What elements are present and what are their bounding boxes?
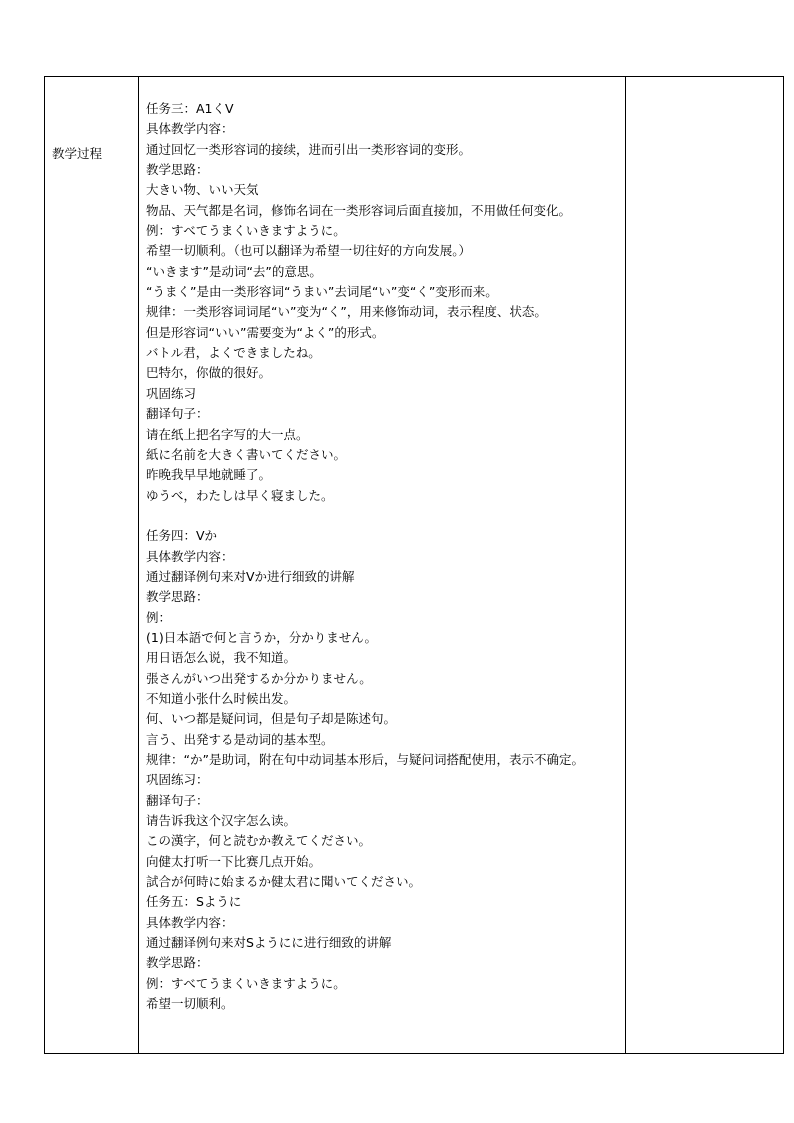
text-line: 具体教学内容： bbox=[146, 548, 234, 564]
text-line: 希望一切顺利。 bbox=[146, 996, 234, 1012]
text-line: 例： bbox=[146, 609, 172, 625]
text-line: 翻译句子： bbox=[146, 792, 209, 808]
text-line: (1)日本語で何と言うか，分かりません。 bbox=[146, 629, 377, 645]
text-line: 任务三：A1くV bbox=[146, 101, 234, 116]
text-line: 教学思路： bbox=[146, 955, 209, 971]
lesson-plan-table bbox=[44, 76, 784, 1054]
text-line: 规律：一类形容词词尾“い”变为“く”，用来修饰动词，表示程度、状态。 bbox=[146, 304, 547, 320]
text-line: 但是形容词“いい”需要变为“よく”的形式。 bbox=[146, 324, 385, 340]
text-line: 例：すべてうまくいきますように。 bbox=[146, 223, 346, 239]
text-line: 任务四：Vか bbox=[146, 528, 218, 544]
text-line: 巩固练习： bbox=[146, 772, 209, 788]
text-line: “うまく”是由一类形容词“うまい”去词尾“い”变“く”变形而来。 bbox=[146, 284, 498, 300]
text-line: 向健太打听一下比赛几点开始。 bbox=[146, 853, 322, 869]
text-line: 用日语怎么说，我不知道。 bbox=[146, 650, 297, 666]
text-line: 不知道小张什么时候出发。 bbox=[146, 690, 297, 706]
text-line: 巴特尔，你做的很好。 bbox=[146, 365, 272, 381]
text-line: 具体教学内容： bbox=[146, 914, 234, 930]
content-cell bbox=[139, 77, 626, 1054]
text-line: 通过回忆一类形容词的接续，进而引出一类形容词的变形。 bbox=[146, 141, 472, 157]
text-line: “いきます”是动词“去”的意思。 bbox=[146, 263, 322, 279]
text-line: 请在纸上把名字写的大一点。 bbox=[146, 426, 309, 442]
text-line: 昨晚我早早地就睡了。 bbox=[146, 467, 272, 483]
table-row bbox=[45, 77, 784, 1054]
text-line: ゆうべ，わたしは早く寝ました。 bbox=[146, 487, 334, 503]
text-line: バトル君，よくできましたね。 bbox=[146, 345, 321, 361]
empty-cell bbox=[626, 77, 784, 1054]
text-line: 教学思路： bbox=[146, 589, 209, 605]
text-line: 请告诉我这个汉字怎么读。 bbox=[146, 813, 297, 829]
text-line: 紙に名前を大きく書いてください。 bbox=[146, 446, 347, 462]
blank-line bbox=[146, 506, 625, 526]
text-line: 例：すべてうまくいきますように。 bbox=[146, 975, 346, 991]
text-line: 希望一切顺利。（也可以翻译为希望一切往好的方向发展。） bbox=[146, 243, 472, 259]
text-line: 具体教学内容： bbox=[146, 121, 234, 137]
text-line: 何、いつ都是疑问词，但是句子却是陈述句。 bbox=[146, 711, 397, 727]
label-cell bbox=[45, 77, 139, 1054]
text-line: 巩固练习 bbox=[146, 385, 197, 401]
text-line: 試合が何時に始まるか健太君に聞いてください。 bbox=[146, 874, 422, 890]
text-line: 任务五：Sように bbox=[146, 894, 242, 910]
text-line: 通过翻译例句来对Sようにに进行细致的讲解 bbox=[146, 935, 392, 951]
text-line: 大きい物、いい天気 bbox=[146, 182, 259, 198]
text-line: 规律：“か”是助词，附在句中动词基本形后，与疑问词搭配使用，表示不确定。 bbox=[146, 752, 584, 767]
text-line: 張さんがいつ出発するか分かりません。 bbox=[146, 670, 372, 686]
text-line: 教学思路： bbox=[146, 162, 209, 178]
text-line: 言う、出発する是动词的基本型。 bbox=[146, 731, 334, 747]
text-line: 物品、天气都是名词，修饰名词在一类形容词后面直接加，不用做任何变化。 bbox=[146, 202, 572, 218]
content-body bbox=[139, 77, 625, 1014]
text-line: この漢字，何と読むか教えてください。 bbox=[146, 833, 372, 849]
text-line: 翻译句子： bbox=[146, 406, 209, 422]
text-line: 通过翻译例句来对Vか进行细致的讲解 bbox=[146, 568, 355, 584]
row-label: 教学过程 bbox=[52, 146, 103, 161]
